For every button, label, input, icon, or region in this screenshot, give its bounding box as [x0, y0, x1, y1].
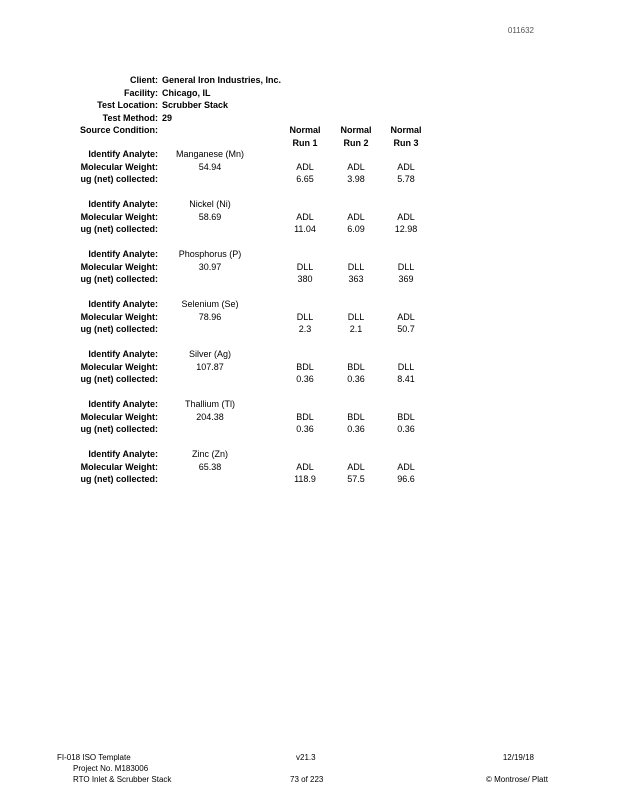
analyte-block: [0, 348, 618, 388]
column-header-line1: Normal: [289, 125, 321, 135]
run-2-collected: 363: [348, 274, 364, 284]
analyte-block: [0, 398, 618, 438]
ug-net-collected-label: ug (net) collected:: [80, 324, 158, 334]
molecular-weight-label: Molecular Weight:: [80, 261, 158, 272]
run-2-flag: BDL: [347, 361, 365, 372]
column-header-run-1: [280, 124, 330, 149]
run-1-collected: 0.36: [296, 374, 314, 384]
analyte-name: Zinc (Zn): [192, 449, 228, 459]
molecular-weight-label: Molecular Weight:: [80, 311, 158, 322]
run-3-collected: 5.78: [397, 174, 415, 184]
footer-subject: RTO Inlet & Scrubber Stack: [73, 775, 172, 784]
run-2-collected: 0.36: [347, 424, 365, 434]
ug-net-collected-label: ug (net) collected:: [80, 224, 158, 234]
run-2-flag: ADL: [347, 161, 365, 172]
footer-version: v21.3: [296, 753, 316, 762]
identify-analyte-label: Identify Analyte:: [88, 149, 158, 159]
run-3-flag: ADL: [397, 161, 415, 172]
run-1-flag: ADL: [296, 161, 314, 172]
run-2-flag: ADL: [347, 211, 365, 222]
identify-analyte-label: Identify Analyte:: [88, 399, 158, 409]
molecular-weight-value: 54.94: [198, 161, 222, 172]
run-1-collected: 2.3: [298, 324, 312, 334]
run-2-collected: 3.98: [347, 174, 365, 184]
test-location-value: Scrubber Stack: [162, 100, 229, 110]
analyte-block: [0, 448, 618, 488]
document-number: 011632: [507, 26, 534, 35]
run-3-flag: DLL: [397, 261, 415, 272]
run-1-flag: ADL: [296, 211, 314, 222]
analyte-block: [0, 298, 618, 338]
run-1-collected: 118.9: [294, 474, 316, 484]
molecular-weight-label: Molecular Weight:: [80, 161, 158, 172]
molecular-weight-value: 58.69: [198, 211, 222, 222]
column-header-line1: Normal: [340, 125, 372, 135]
facility-label: Facility:: [123, 87, 158, 98]
run-1-collected: 0.36: [296, 424, 314, 434]
column-header-line2: Run 2: [343, 137, 369, 148]
molecular-weight-label: Molecular Weight:: [80, 211, 158, 222]
footer-template: FI-018 ISO Template: [57, 753, 131, 762]
run-3-flag: BDL: [397, 411, 415, 422]
footer-project: Project No. M183006: [73, 764, 149, 773]
run-3-collected: 0.36: [397, 424, 415, 434]
analyte-block: [0, 248, 618, 288]
run-2-flag: ADL: [347, 461, 365, 472]
run-3-collected: 50.7: [397, 324, 415, 334]
run-3-flag: DLL: [397, 361, 415, 372]
run-3-collected: 369: [398, 274, 414, 284]
analyte-name: Phosphorus (P): [178, 249, 242, 259]
analyte-block: [0, 198, 618, 238]
analyte-block: [0, 148, 618, 188]
molecular-weight-value: 78.96: [198, 311, 222, 322]
ug-net-collected-label: ug (net) collected:: [80, 274, 158, 284]
run-3-collected: 12.98: [394, 224, 418, 234]
run-1-flag: BDL: [296, 411, 314, 422]
ug-net-collected-label: ug (net) collected:: [80, 474, 158, 484]
run-2-collected: 6.09: [347, 224, 365, 234]
molecular-weight-label: Molecular Weight:: [80, 461, 158, 472]
run-1-collected: 11.04: [294, 224, 316, 234]
column-header-line2: Run 3: [393, 137, 419, 148]
run-1-flag: DLL: [296, 261, 314, 272]
run-2-flag: DLL: [347, 261, 365, 272]
run-2-collected: 0.36: [347, 374, 365, 384]
identify-analyte-label: Identify Analyte:: [88, 249, 158, 259]
run-1-flag: DLL: [296, 311, 314, 322]
run-2-flag: BDL: [347, 411, 365, 422]
client-label: Client:: [130, 75, 158, 85]
column-header-line1: Normal: [390, 125, 422, 135]
run-3-collected: 96.6: [397, 474, 415, 484]
ug-net-collected-label: ug (net) collected:: [80, 424, 158, 434]
footer-page: 73 of 223: [290, 775, 324, 784]
ug-net-collected-label: ug (net) collected:: [80, 174, 158, 184]
identify-analyte-label: Identify Analyte:: [88, 199, 158, 209]
molecular-weight-value: 107.87: [196, 361, 224, 372]
footer-company: © Montrose/ Platt: [486, 775, 548, 784]
molecular-weight-value: 204.38: [196, 411, 224, 422]
run-3-flag: ADL: [397, 211, 415, 222]
identify-analyte-label: Identify Analyte:: [88, 349, 158, 359]
run-2-collected: 57.5: [347, 474, 365, 484]
identify-analyte-label: Identify Analyte:: [88, 449, 158, 459]
run-1-collected: 380: [297, 274, 313, 284]
analyte-name: Nickel (Ni): [189, 199, 231, 209]
analyte-name: Thallium (Tl): [184, 399, 235, 409]
client-value: General Iron Industries, Inc.: [162, 75, 282, 85]
test-location-label: Test Location:: [97, 100, 158, 110]
column-header-run-3: [381, 124, 431, 149]
run-1-flag: BDL: [296, 361, 314, 372]
footer-date: 12/19/18: [502, 753, 534, 762]
run-3-flag: ADL: [397, 461, 415, 472]
run-3-collected: 8.41: [397, 374, 415, 384]
analyte-name: Silver (Ag): [188, 349, 231, 359]
source-condition-label: Source Condition:: [80, 125, 158, 135]
run-1-collected: 6.65: [296, 174, 314, 184]
run-1-flag: ADL: [296, 461, 314, 472]
test-method-value: 29: [162, 112, 173, 123]
analyte-name: Manganese (Mn): [175, 149, 245, 159]
run-3-flag: ADL: [397, 311, 415, 322]
column-header-run-2: [331, 124, 381, 149]
run-2-flag: DLL: [347, 311, 365, 322]
run-2-collected: 2.1: [349, 324, 363, 334]
column-header-line2: Run 1: [292, 137, 318, 148]
identify-analyte-label: Identify Analyte:: [88, 299, 158, 309]
molecular-weight-value: 65.38: [198, 461, 222, 472]
molecular-weight-label: Molecular Weight:: [80, 411, 158, 422]
facility-value: Chicago, IL: [162, 87, 211, 98]
molecular-weight-label: Molecular Weight:: [80, 361, 158, 372]
molecular-weight-value: 30.97: [198, 261, 222, 272]
analyte-name: Selenium (Se): [181, 299, 239, 309]
ug-net-collected-label: ug (net) collected:: [80, 374, 158, 384]
test-method-label: Test Method:: [102, 112, 158, 123]
